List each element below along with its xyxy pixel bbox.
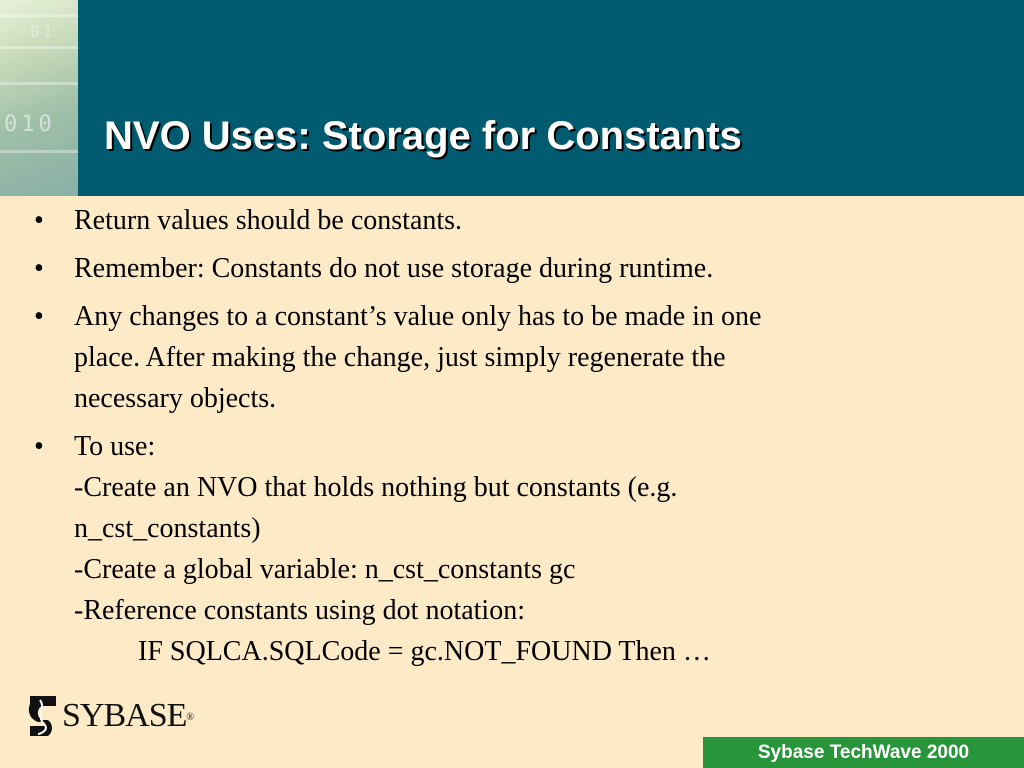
decor-binary-text: 01 bbox=[30, 22, 56, 41]
bullet-text-line: place. After making the change, just simply regenerate the bbox=[74, 342, 726, 373]
bullet-text-line: Return values should be constants. bbox=[74, 205, 463, 236]
bullet-item bbox=[30, 426, 990, 672]
bullet-text-line: -Create a global variable: n_cst_constants gc bbox=[74, 554, 576, 585]
bullet-marker: • bbox=[34, 301, 44, 332]
header-decoration-image bbox=[0, 0, 78, 196]
sybase-wordmark: SYBASE bbox=[62, 697, 187, 734]
slide-title: NVO Uses: Storage for Constants bbox=[104, 114, 742, 158]
bullet-text-line: n_cst_constants) bbox=[74, 513, 261, 544]
bullet-text-line: Remember: Constants do not use storage during runtime. bbox=[74, 253, 714, 284]
bullet-text-line: Any changes to a constant’s value only has to be made in one bbox=[74, 301, 762, 332]
bullet-marker: • bbox=[34, 431, 44, 462]
bullet-item bbox=[30, 248, 990, 289]
bullet-marker: • bbox=[34, 253, 44, 284]
decor-stripe bbox=[0, 150, 78, 153]
decor-stripe bbox=[0, 46, 78, 49]
techwave-footer-banner: Sybase TechWave 2000 bbox=[703, 737, 1024, 768]
bullet-item bbox=[30, 200, 990, 241]
trademark-symbol: ® bbox=[186, 712, 194, 723]
sybase-logo bbox=[28, 694, 194, 738]
title-banner bbox=[0, 0, 1024, 196]
bullet-list bbox=[30, 200, 990, 679]
bullet-text-line: necessary objects. bbox=[74, 383, 277, 414]
decor-stripe bbox=[0, 14, 78, 17]
sybase-logo-icon bbox=[28, 694, 58, 738]
decor-binary-text: 010 bbox=[4, 112, 56, 137]
decor-stripe bbox=[0, 82, 78, 85]
bullet-marker: • bbox=[34, 205, 44, 236]
bullet-text-line: -Create an NVO that holds nothing but constants (e.g. bbox=[74, 472, 678, 503]
bullet-item bbox=[30, 296, 990, 419]
bullet-text-line: To use: bbox=[74, 431, 156, 462]
bullet-text-line: -Reference constants using dot notation: bbox=[74, 595, 525, 626]
code-example-line: IF SQLCA.SQLCode = gc.NOT_FOUND Then … bbox=[138, 636, 711, 667]
